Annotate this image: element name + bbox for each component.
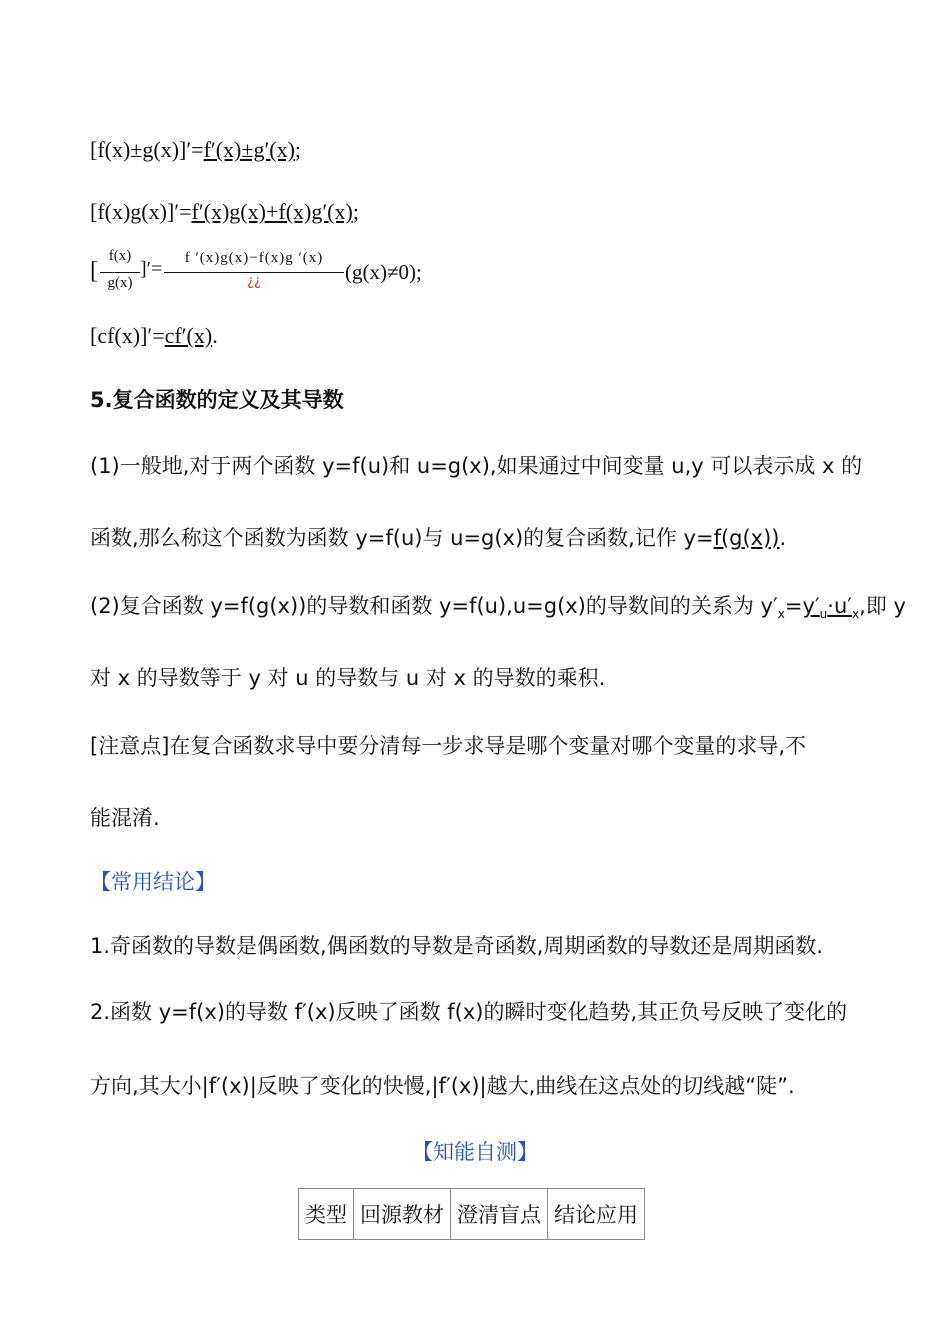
section-5-p1-line2 [90, 524, 786, 552]
p2-sub-x1: x [777, 607, 785, 622]
quotient-bracket-open: [ [90, 258, 98, 284]
selftest-heading: 【知能自测】 [412, 1140, 538, 1164]
p2-line1-text: (2)复合函数 y=f(g(x))的导数和函数 y=f(u),u=g(x)的导数间的关系为 y′ [90, 594, 778, 618]
p1-line2-end: . [779, 526, 787, 550]
table-header-cell: 回源教材 [354, 1189, 451, 1240]
note-line1: [注意点]在复合函数求导中要分清每一步求导是哪个变量对哪个变量的求导,不 [90, 734, 807, 758]
quotient-denominator: g(x) [107, 275, 133, 291]
p2-equals: = [784, 594, 803, 618]
quotient-rule [90, 248, 490, 298]
conclusion-2-line2: 方向,其大小|f′(x)|反映了变化的快慢,|f′(x)|越大,曲线在这点处的切线越“陡”. [90, 1074, 795, 1098]
conclusion-1: 1.奇函数的导数是偶函数,偶函数的导数是奇函数,周期函数的导数还是周期函数. [90, 934, 824, 958]
const-rule-rhs: cf′(x) [164, 323, 213, 348]
p2-chain-y: y′ [802, 594, 820, 618]
selftest-table [298, 1188, 645, 1240]
sum-rule-lhs: [f(x)±g(x)]′= [90, 137, 204, 162]
table-row [299, 1189, 645, 1240]
quotient-fraction-bar [100, 272, 140, 273]
product-rule-end: ; [352, 199, 359, 224]
p2-chain-rule [802, 594, 860, 622]
note-line2: 能混淆. [90, 806, 160, 830]
sum-rule-rhs: f′(x)±g′(x) [203, 137, 295, 162]
table-header-cell: 澄清盲点 [451, 1189, 548, 1240]
section-5-p2-line2: 对 x 的导数等于 y 对 u 的导数与 u 对 x 的导数的乘积. [90, 666, 606, 690]
p1-composite-notation: f(g(x)) [713, 526, 780, 550]
sum-rule [90, 136, 301, 164]
quotient-rhs-numerator: f ′(x)g(x)−f(x)g ′(x) [184, 250, 324, 266]
quotient-numerator: f(x) [108, 248, 132, 264]
section-5-p1-line1: (1)一般地,对于两个函数 y=f(u)和 u=g(x),如果通过中间变量 u,y 可以表示成 x 的 [90, 454, 863, 478]
constant-rule [90, 322, 218, 350]
quotient-condition: (g(x)≠0); [345, 260, 422, 284]
const-rule-lhs: [cf(x)]′= [90, 323, 165, 348]
sum-rule-end: ; [294, 137, 302, 162]
table-header-cell: 类型 [299, 1189, 354, 1240]
p2-sub-x2: x [852, 607, 860, 622]
p1-line2-text: 函数,那么称这个函数为函数 y=f(u)与 u=g(x)的复合函数,记作 y= [90, 526, 714, 550]
table-header-cell: 结论应用 [548, 1189, 645, 1240]
quotient-rhs-bar [164, 272, 344, 273]
p2-sub-u: u [819, 607, 828, 622]
product-rule-rhs: f′(x)g(x)+f(x)g′(x) [191, 199, 353, 224]
product-rule-lhs: [f(x)g(x)]′= [90, 199, 192, 224]
section-5-heading: 5.复合函数的定义及其导数 [90, 388, 344, 412]
quotient-rhs-denominator: ¿¿ [247, 274, 261, 289]
p2-line1-end: ,即 y [859, 594, 906, 618]
conclusions-heading: 【常用结论】 [90, 870, 216, 894]
conclusion-2-line1: 2.函数 y=f(x)的导数 f′(x)反映了函数 f(x)的瞬时变化趋势,其正负号反映了变化的 [90, 1000, 848, 1024]
const-rule-end: . [212, 323, 218, 348]
section-5-p2-line1 [90, 592, 906, 628]
quotient-mid: ]′= [140, 258, 163, 280]
product-rule [90, 198, 359, 226]
p2-chain-u: ·u′ [827, 594, 853, 618]
